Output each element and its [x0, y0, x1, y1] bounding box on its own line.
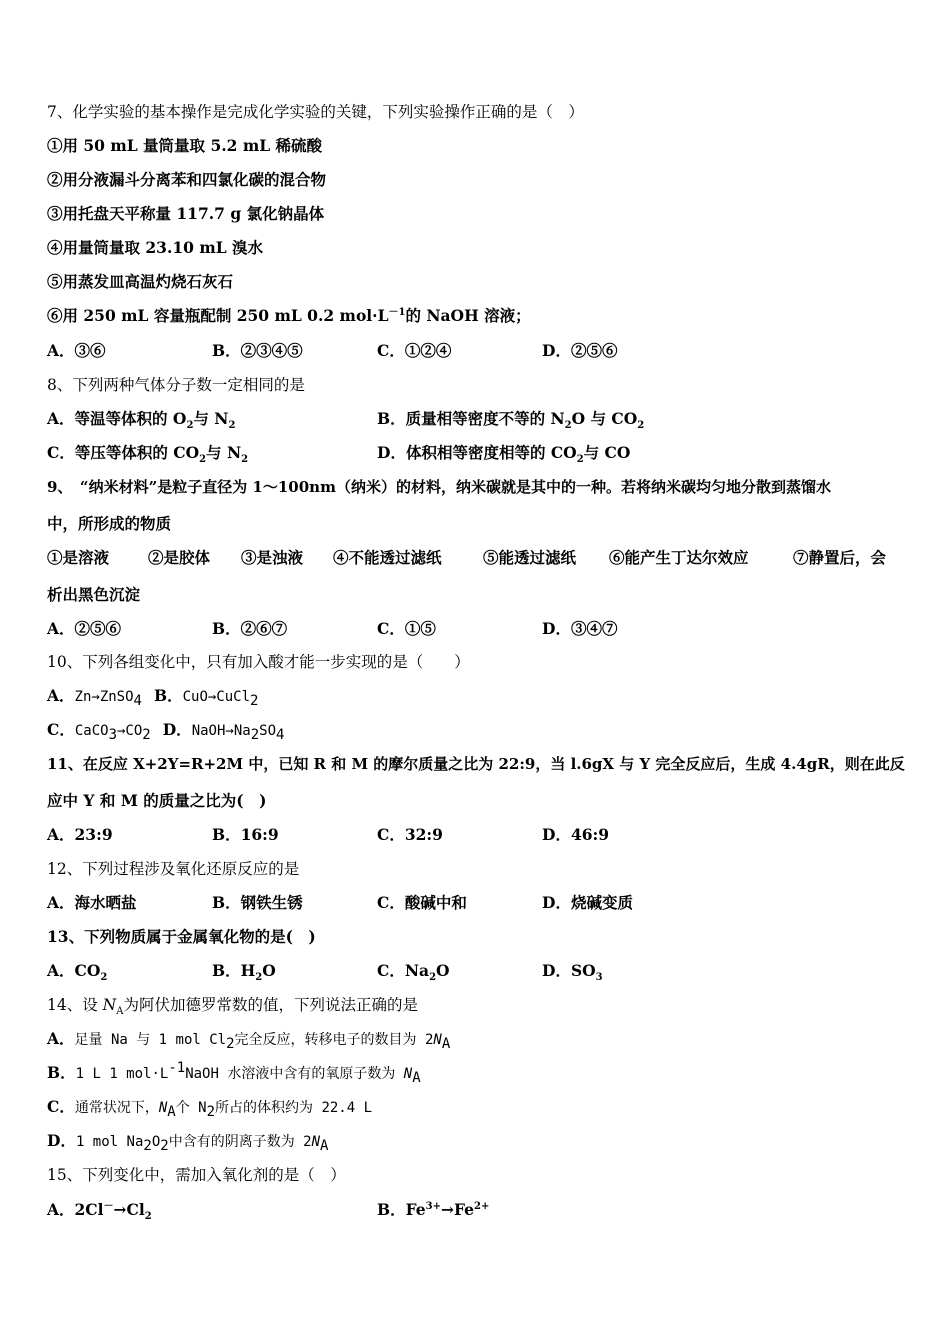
q7-item-3: ③用托盘天平称量 117.7 g 氯化钠晶体	[47, 204, 325, 223]
q11-option-c: C．32:9	[377, 825, 443, 844]
q9-item-5: ⑤能透过滤纸	[483, 548, 577, 567]
q8-option-c: C．等压等体积的 $CO_2$与 $N_2$	[47, 443, 249, 466]
q7-option-b: B．②③④⑤	[212, 341, 303, 360]
q12-stem: 12、下列过程涉及氧化还原反应的是	[47, 860, 300, 878]
q11-stem-line1: 11、在反应 X+2Y=R+2M 中，已知 R 和 M 的摩尔质量之比为 22:9，当 l.6gX 与 Y 完全反应后，生成 4.4gR，则在此反	[47, 755, 905, 773]
q9-item-7: ⑦静置后，会	[793, 548, 887, 567]
q10-options-cd: C．$CaCO_3\to CO_2$ D．$NaOH\to Na_2SO_4$	[47, 720, 285, 744]
q9-option-a: A．②⑤⑥	[47, 619, 122, 638]
q9-item-4: ④不能透过滤纸	[333, 548, 442, 567]
q9-stem-line1: 9、 “纳米材料”是粒子直径为 1～100nm（纳米）的材料，纳米碳就是其中的一种。若将纳米碳均匀地分散到蒸馏水	[47, 478, 831, 496]
q8-option-b: B．质量相等密度不等的 $N_2O$ 与 $CO_2$	[377, 409, 645, 432]
q7-item-2: ②用分液漏斗分离苯和四氯化碳的混合物	[47, 170, 327, 189]
q9-item-3: ③是浊液	[241, 548, 304, 567]
q7-stem: 7、化学实验的基本操作是完成化学实验的关键，下列实验操作正确的是（ ）	[47, 103, 584, 121]
q13-option-c: C．$Na_2O$	[377, 961, 450, 984]
q9-option-b: B．②⑥⑦	[212, 619, 288, 638]
q8-option-d: D．体积相等密度相等的 $CO_2$与 CO	[377, 443, 631, 466]
q13-option-d: D．$SO_3$	[542, 961, 603, 984]
q9-stem-line2: 中，所形成的物质	[47, 514, 172, 533]
q9-option-c: C．①⑤	[377, 619, 436, 638]
q14-option-d: D．1 mol $Na_2O_2$中含有的阴离子数为 $2N_A$	[47, 1131, 329, 1155]
q14-stem: 14、设 $N_A$为阿伏加德罗常数的值，下列说法正确的是	[47, 996, 418, 1018]
q12-option-c: C．酸碱中和	[377, 893, 467, 912]
q11-option-b: B．16:9	[212, 825, 279, 844]
q9-option-d: D．③④⑦	[542, 619, 618, 638]
q14-option-b: B．1 L 1 $mol\cdot L^{-1}NaOH$ 水溶液中含有的氧原子数为 $N_A$	[47, 1059, 421, 1087]
q14-option-a: A．足量 Na 与 1 mol $Cl_2$完全反应，转移电子的数目为 $2N_A$	[47, 1029, 451, 1053]
q7-option-c: C．①②④	[377, 341, 452, 360]
q12-option-a: A．海水晒盐	[47, 893, 137, 912]
q9-item-6: ⑥能产生丁达尔效应	[609, 548, 749, 567]
q13-stem: 13、下列物质属于金属氧化物的是( )	[47, 927, 316, 946]
q7-item-1: ①用 50 mL 量筒量取 5.2 mL 稀硫酸	[47, 136, 323, 155]
q9-item-2: ②是胶体	[148, 548, 211, 567]
q15-option-b: B．$Fe^{3+}\to Fe^{2+}$	[377, 1200, 490, 1219]
q7-item-5: ⑤用蒸发皿高温灼烧石灰石	[47, 272, 234, 291]
q7-item-6: ⑥用 250 mL 容量瓶配制 250 mL 0.2 $mol\cdot L^{-1}$的 NaOH 溶液；	[47, 306, 531, 325]
q7-option-d: D．②⑤⑥	[542, 341, 618, 360]
q11-stem-line2: 应中 Y 和 M 的质量之比为( )	[47, 791, 267, 810]
q14-option-c: C．通常状况下，$N_A$个 $N_2$所占的体积约为 22.4 L	[47, 1097, 373, 1121]
q12-option-d: D．烧碱变质	[542, 893, 633, 912]
q13-option-a: A．$CO_2$	[47, 961, 108, 984]
q10-stem: 10、下列各组变化中，只有加入酸才能一步实现的是（ ）	[47, 653, 470, 671]
q12-option-b: B．钢铁生锈	[212, 893, 303, 912]
q7-option-a: A．③⑥	[47, 341, 106, 360]
q7-item-4: ④用量筒量取 23.10 mL 溴水	[47, 238, 264, 257]
q9-item-1: ①是溶液	[47, 548, 110, 567]
q15-stem: 15、下列变化中，需加入氧化剂的是（ ）	[47, 1166, 346, 1184]
q13-option-b: B．$H_2O$	[212, 961, 276, 984]
q11-option-d: D．46:9	[542, 825, 610, 844]
q11-option-a: A．23:9	[47, 825, 113, 844]
q8-stem: 8、下列两种气体分子数一定相同的是	[47, 376, 305, 394]
q10-options-ab: A．Zn→ZnSO$_4$ B．CuO→CuCl$_2$	[47, 686, 259, 710]
q8-option-a: A．等温等体积的 $O_2$与 $N_2$	[47, 409, 236, 432]
q9-item-7-cont: 析出黑色沉淀	[47, 585, 141, 604]
q15-option-a: A．$2Cl^-\to Cl_2$	[47, 1200, 152, 1223]
